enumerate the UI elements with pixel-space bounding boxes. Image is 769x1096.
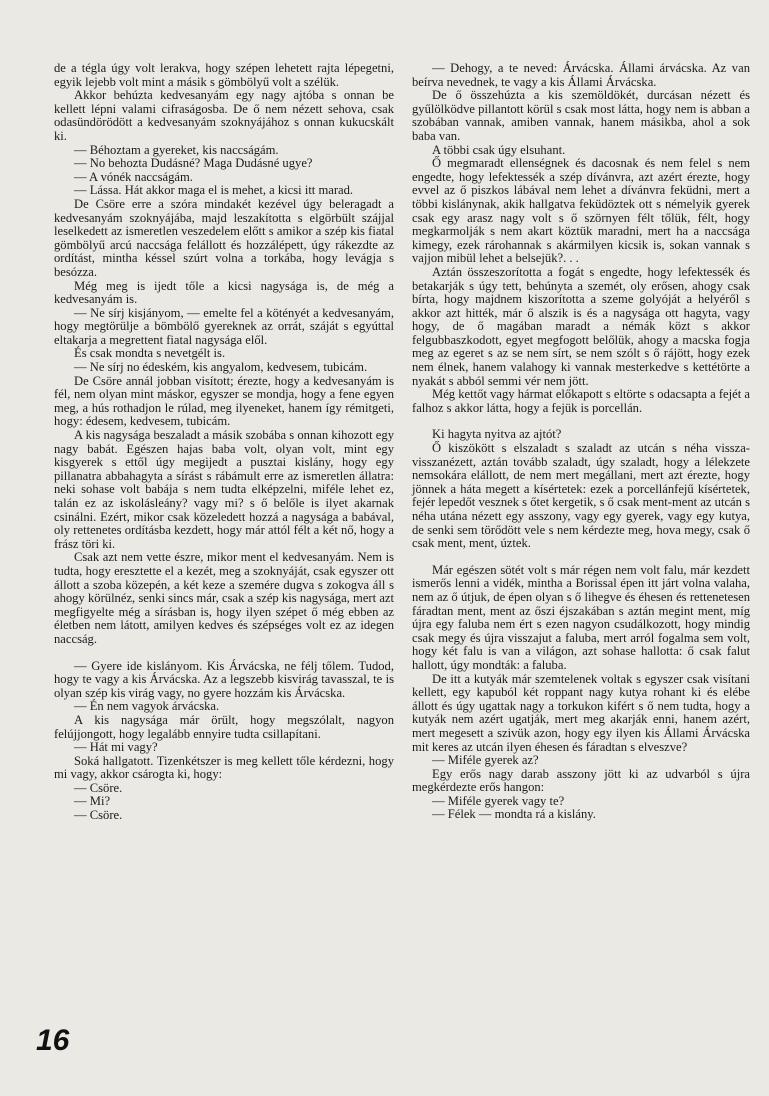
paragraph: — Félek — mondta rá a kislány. (432, 807, 596, 822)
paragraph: Ő megmaradt ellenségnek és dacosnak és nem felel s nem engedte, hogy lefektessék a szép dívánvra, azt azért érezte, hogy evvel az ő piszkos lábával nem lehet a dívánvra feküdni, mert a többi kislánynak, akik hallgatva feküdöztek ott s némelyik gyerek csak egy arasz nagy volt s ő szörnyen félt tőlük, félt, hogy megkarmolják s nem akart köztük maradni, mert ha a naccsága kimegy, ezek rárohannak s akármilyen kicsik is, sokan vannak s vajjon mibül lehet a belsejük?. . . (412, 156, 750, 266)
right-text-column (412, 62, 750, 822)
paragraph: — Gyere ide kislányom. Kis Árvácska, ne félj tőlem. Tudod, hogy te vagy a kis Árvácska. Az a legszebb kisvirág tavasszal, te is olyan szép kis virág vagy, no gyere hozzám kis Árvácska. (54, 658, 394, 700)
paragraph: Ki hagyta nyitva az ajtót? (432, 427, 562, 442)
paragraph: — No behozta Dudásné? Maga Dudásné ugye? (74, 156, 313, 171)
paragraph: De Csöre annál jobban visított; érezte, hogy a kedvesanyám is fél, nem olyan mint máskor, egyszer se mondja, hogy a fene egyen meg, a hús rothadjon le rúlad, meg ilyeneket, hanem így rémitgeti, hogy: édesem, kedvesem, tubicám. (54, 373, 394, 429)
paragraph: Már egészen sötét volt s már régen nem volt falu, már kezdett ismerős lenni a vidék, mintha a Borissal épen itt járt volna valaha, nem az ő útjuk, de épen olyan s ő lihegve és éhesen és rettenetesen fáradtan ment, ment az őszi éjszakában s aztán megint ment, míg újra egy faluba nem ért s ezen nagyon csudálkozott, hogy mindig csak megy és újra visszajut a faluba, mert arról fogalma sem volt, hogy két falu is van a világon, azt sohase hallotta: ő csak falut hallott, úgy mondták: a faluba. (412, 562, 750, 672)
paragraph: — Dehogy, a te neved: Árvácska. Állami árvácska. Az van beírva nevednek, te vagy a kis Állami Árvácska. (412, 61, 750, 89)
paragraph: — Béhoztam a gyereket, kis naccságám. (74, 142, 279, 157)
paragraph: Csak azt nem vette észre, mikor ment el kedvesanyám. Nem is tudta, hogy eresztette el a kezét, meg a szoknyáját, csak egyszer ott állott a szoba közepén, a két keze a szemére dugva s zokogva áll s ahogy körülnéz, senki sincs már, csak a szép kis nagysága, mert azt megfigyelte még a sírásban is, hogy ilyen szépet ő még ebben az életben nem látott, amilyen kedves és szépséges volt ez az idegen naccság. (54, 550, 394, 646)
paragraph: Egy erős nagy darab asszony jött ki az udvarból s újra megkérdezte erős hangon: (412, 766, 750, 795)
paragraph: Még kettőt vagy hármat előkapott s eltörte s odacsapta a fejét a falhoz s akkor látta, hogy a fejük is porcellán. (412, 387, 750, 415)
paragraph: — Miféle gyerek vagy te? (432, 793, 565, 808)
paragraph: Soká hallgatott. Tizenkétszer is meg kellett tőle kérdezni, hogy mi vagy, akkor csárogta ki, hogy: (54, 753, 394, 782)
paragraph: de a tégla úgy volt lerakva, hogy szépen lehetett rajta lépegetni, egyik lejebb volt mint a másik s gömbölyű volt a szélük. (54, 61, 394, 89)
paragraph: — Miféle gyerek az? (432, 753, 539, 768)
paragraph: — Ne sírj no édeském, kis angyalom, kedvesem, tubicám. (74, 360, 368, 375)
left-text-column (54, 62, 394, 823)
paragraph: De itt a kutyák már szemtelenek voltak s egyszer csak visítani kellett, egy kapuból két roppant nagy kutya rohant ki és elébe állott és úgy ugattak nagy a torkukon kifért s ő nem tudta, hogy a kutyák nem azért ugatják, mert meg akarják enni, hanem azért, mert megesett a szivük azon, hogy egy ilyen kis Állami Árvácska mit keres az utcán ilyen éhesen és fáradtan s elveszve? (412, 671, 750, 754)
paragraph: — Csöre. (74, 780, 123, 795)
paragraph: Még meg is ijedt tőle a kicsi nagysága is, de még a kedvesanyám is. (54, 278, 394, 307)
paragraph: — Én nem vagyok árvácska. (74, 699, 220, 714)
paragraph: Ő kiszökött s elszaladt s szaladt az utcán s néha vissza-visszanézett, aztán tovább szaladt, úgy szaladt, hogy a lélekzete nemsokára elállott, de nem mert megállani, mert azt érezte, hogy jönnek a háta megett a kísértetek: ezek a porcellánfejű kísértetek, fejér lepedőt vesznek s őtet kergetik, s ő csak ment-ment az utcán s néha utána nézett egy asszony, vagy egy gyerek, vagy egy kutya, de senki sem törődött vele s nem kérdezte meg, hova megy, csak ő csak ment, ment, úztek. (412, 441, 750, 551)
paragraph: És csak mondta s nevetgélt is. (74, 346, 226, 361)
paragraph: — Ne sírj kisjányom, — emelte fel a kötényét a kedvesanyám, hogy megtörülje a bömbölő gyereknek az orrát, száját s egyúttal eltakarja a megrettent fiatal nagysága elől. (54, 305, 394, 347)
paragraph: — Hát mi vagy? (74, 740, 158, 755)
page-number: 16 (36, 1024, 70, 1057)
paragraph: — Csöre. (74, 808, 123, 823)
paragraph: De Csöre erre a szóra mindakét kezével úgy beleragadt a kedvesanyám szoknyájába, majd leszakította s elgörbült szájjal leselkedett az ismeretlen veszedelem előtt s amikor a szép kis fiatal gömbölyű arcú naccsága felállott és hozzálépett, úgy rákezdte az ordítást, mintha késsel szúrt volna a torkába, hogy levágja s besózza. (54, 196, 394, 279)
paragraph: — Mi? (74, 794, 111, 809)
paragraph: A kis nagysága beszaladt a másik szobába s onnan kihozott egy nagy babát. Egészen hajas baba volt, olyan volt, mint egy kisgyerek s ettől úgy megijedt a pusztai kislány, hogy egy pillanatra abbahagyta a sírást s rábámult erre az ismeretlen állatra: neki sohase volt babája s nem tudta elképzelni, miféle lehet ez, talán ez az iskolásleány? vagy mi? s ő belőle is ilyet akarnak csinálni. Ezért, mikor csak közeledett hozzá a nagysága a babával, oly rettenetes ordításba kezdett, hogy már attól félt a két nő, hogy a frász töri ki. (54, 428, 394, 551)
paragraph: Akkor behúzta kedvesanyám egy nagy ajtóba s onnan be kellett lépni valami cifraságosba. De ő nem nézett sehova, csak odasündörödött a kedvesanyám szoknyájához s onnan kukucskált ki. (54, 88, 394, 143)
paragraph: — Lássa. Hát akkor maga el is mehet, a kicsi itt marad. (74, 183, 354, 198)
paragraph: Aztán összeszorította a fogát s engedte, hogy lefektessék és betakarják s úgy tett, behúnyta a szemét, oly erősen, ahogy csak bírta, hogy majdnem kiszorította a szeme golyóját a helyéről s akkor azt hitték, már ő alszik is és a nagysága ott hagyta, vagy hogy, de ő magában maradt a némák közt s akkor felgubbaszkodott, egyet megfogott belőlük, ahogy a macska fogja meg az egeret s az se nem sírt, se nem szólt s ő rájött, hogy ezek nem élnek, hanem valahogy ki vannak mesterkedve s kettétörte a nyakát s abból semmi vér nem jött. (412, 264, 750, 388)
paragraph: De ő összehúzta a kis szemöldökét, durcásan nézett és gyűlölködve pillantott körül s csak most látta, hogy nem is abban a szobában vannak, amiben vannak, hanem másikba, ahol a sok baba van. (412, 88, 750, 143)
paragraph: A többi csak úgy elsuhant. (432, 142, 566, 157)
paragraph: — A vónék naccságám. (74, 169, 193, 184)
paragraph: A kis nagysága már örült, hogy megszólalt, nagyon felújjongott, hogy legalább ennyire tudta csillapítani. (54, 712, 394, 741)
